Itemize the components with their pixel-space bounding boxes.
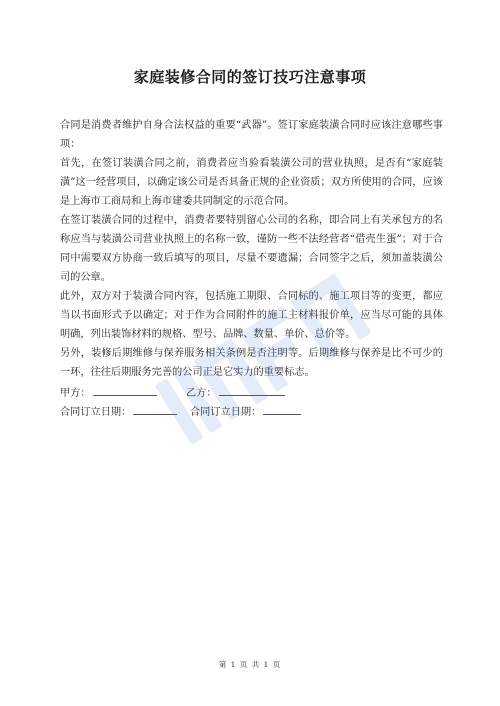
document-body bbox=[60, 116, 443, 420]
date-b-blank bbox=[263, 401, 301, 415]
date-row bbox=[60, 401, 443, 420]
party-b-field bbox=[186, 382, 285, 401]
paragraph-signing: 在签订装潢合同的过程中，消费者要特别留心公司的名称，即合同上有关承包方的名称应当与装潢公司营业执照上的名称一致，谨防一些不法经营者“借壳生蛋”；对于合同中需要双方协商一致后填写的项目，尽量不要遗漏；合同签字之后，须加盖装潢公司的公章。 bbox=[60, 215, 443, 283]
date-a-label: 合同订立日期： bbox=[60, 407, 132, 418]
date-a-blank bbox=[133, 401, 177, 415]
page-footer: 第 1 页 共 1 页 bbox=[218, 660, 282, 669]
date-b-field bbox=[190, 401, 301, 420]
paragraph-intro: 合同是消费者维护自身合法权益的重要“武器”。签订家庭装潢合同时应该注意哪些事项： bbox=[60, 120, 443, 150]
party-a-blank bbox=[93, 382, 157, 396]
party-a-field bbox=[60, 382, 186, 401]
paragraph-first: 首先，在签订装潢合同之前，消费者应当验看装潢公司的营业执照，是否有“家庭装潢”这一经营项目，以确定该公司是否具备正规的企业资质；双方所使用的合同，应该是上海市工商局和上海市建委共同制定的示范合同。 bbox=[60, 158, 443, 207]
party-b-label: 乙方： bbox=[186, 388, 217, 399]
party-a-label: 甲方： bbox=[60, 388, 91, 399]
date-b-label: 合同订立日期： bbox=[190, 407, 262, 418]
paragraph-changes: 此外，双方对于装潢合同内容，包括施工期限、合同标的、施工项目等的变更，都应当以书面形式予以确定；对于作为合同附件的施工主材料报价单，应当尽可能的具体明确，列出装饰材料的规格、型号、品牌、数量、单价、总价等。 bbox=[60, 291, 443, 340]
paragraph-maintenance: 另外，装修后期维修与保养服务相关条例是否注明等。后期维修与保养是比不可少的一环，往往后期服务完善的公司正是它实力的重要标志。 bbox=[60, 348, 443, 378]
date-a-field bbox=[60, 401, 190, 420]
party-b-blank bbox=[219, 382, 285, 396]
document-title: 家庭装修合同的签订技巧注意事项 bbox=[133, 68, 367, 86]
signature-row bbox=[60, 382, 443, 401]
